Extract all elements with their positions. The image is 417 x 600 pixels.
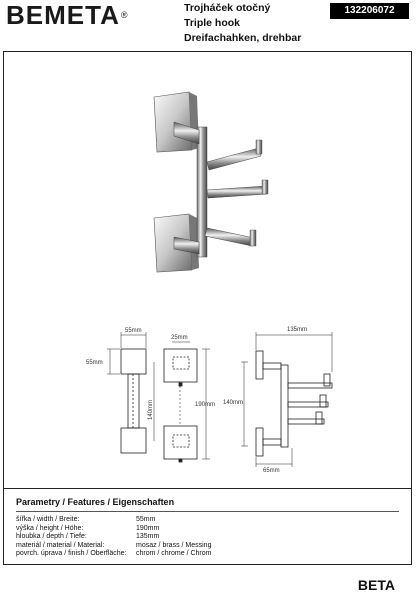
param-row xyxy=(16,533,211,542)
title-cz: Trojháček otočný xyxy=(184,2,271,14)
parameters-title: Parametry / Features / Eigenschaften xyxy=(16,497,175,507)
param-value: mosaz / brass / Messing xyxy=(136,541,212,549)
param-row xyxy=(16,542,211,551)
side-view-drawing xyxy=(256,332,332,467)
front-view-drawing xyxy=(107,332,154,453)
title-en: Triple hook xyxy=(184,17,241,29)
brand-logo xyxy=(6,2,129,28)
param-value: 190mm xyxy=(136,524,160,532)
dim-front-height: 55mm xyxy=(86,360,103,366)
param-value: 55mm xyxy=(136,516,156,523)
dim-front-width: 55mm xyxy=(125,328,142,334)
dim-total-height: 190mm xyxy=(195,402,216,408)
param-value: chrom / chrome / Chrom xyxy=(136,550,212,558)
param-value: 135mm xyxy=(136,533,160,541)
parameters-divider xyxy=(16,511,399,512)
param-label: povrch. úprava / finish / Oberfläche: xyxy=(16,550,127,558)
dim-depth: 135mm xyxy=(287,327,308,333)
param-label: šířka / width / Breite: xyxy=(16,516,80,523)
product-code-badge: 132206072 xyxy=(330,3,409,19)
series-name: BETA xyxy=(357,577,395,593)
title-de: Dreifachahken, drehbar xyxy=(184,32,302,44)
dim-base-width: 65mm xyxy=(263,468,280,474)
parameters-table xyxy=(16,516,211,559)
technical-drawings xyxy=(4,52,411,488)
dim-spacing-right: 140mm xyxy=(223,400,244,406)
product-frame xyxy=(3,51,412,489)
param-label: výška / height / Höhe: xyxy=(16,524,84,532)
dim-inner-width: 25mm xyxy=(171,335,188,341)
param-row xyxy=(16,516,211,525)
logo-text: BEMETA xyxy=(6,0,120,30)
parameters-section xyxy=(3,489,412,565)
param-label: hloubka / depth / Tiefe: xyxy=(16,533,87,541)
registered-mark: ® xyxy=(120,10,129,20)
param-row xyxy=(16,550,211,559)
dim-spacing-left: 140mm xyxy=(148,399,154,420)
param-label: materiál / material / Material: xyxy=(16,541,105,549)
product-titles xyxy=(184,1,301,46)
param-row xyxy=(16,525,211,534)
